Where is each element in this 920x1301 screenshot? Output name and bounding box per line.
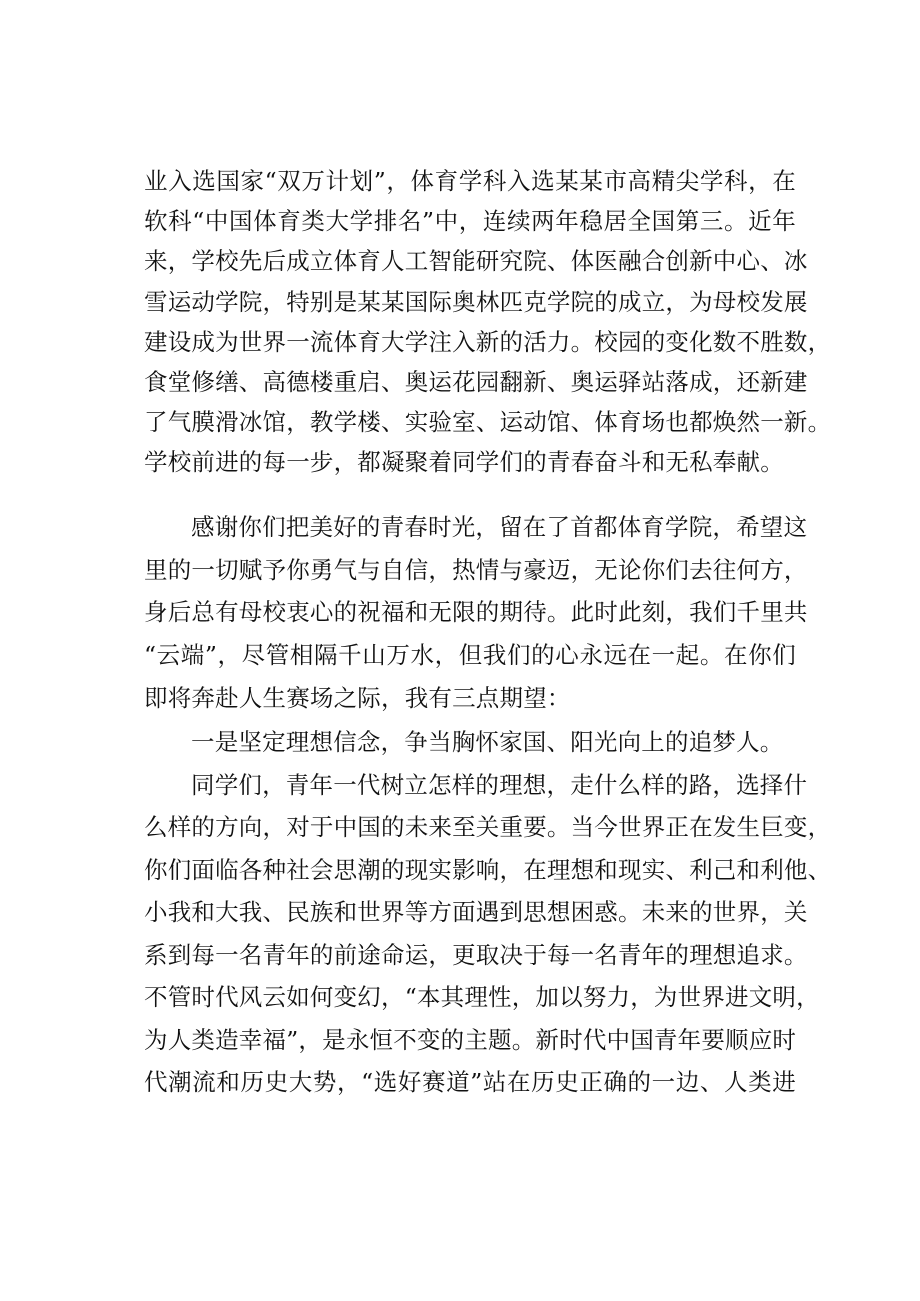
text-line: 雪运动学院，特别是某某国际奥林匹克学院的成立，为母校发展 <box>144 288 808 316</box>
text-line: 你们面临各种社会思潮的现实影响，在理想和现实、利己和利他、 <box>144 856 832 884</box>
text-line: “云端”，尽管相隔千山万水，但我们的心永远在一起。在你们 <box>144 641 796 669</box>
text-line: 系到每一名青年的前途命运，更取决于每一名青年的理想追求。 <box>144 941 808 969</box>
text-line: 建设成为世界一流体育大学注入新的活力。校园的变化数不胜数， <box>144 328 832 356</box>
text-line: 了气膜滑冰馆，教学楼、实验室、运动馆、体育场也都焕然一新。 <box>144 408 832 436</box>
text-line: 软科“中国体育类大学排名”中，连续两年稳居全国第三。近年 <box>144 207 796 235</box>
text-line: 代潮流和历史大势，“选好赛道”站在历史正确的一边、人类进 <box>144 1068 796 1096</box>
text-line: 么样的方向，对于中国的未来至关重要。当今世界正在发生巨变， <box>144 813 832 841</box>
paragraph-first-line: 同学们，青年一代树立怎样的理想，走什么样的路，选择什 <box>191 771 808 799</box>
text-line: 小我和大我、民族和世界等方面遇到思想困惑。未来的世界，关 <box>144 898 808 926</box>
text-line: 为人类造幸福”，是永恒不变的主题。新时代中国青年要顺应时 <box>144 1026 797 1054</box>
paragraph-first-line: 感谢你们把美好的青春时光，留在了首都体育学院，希望这 <box>191 513 808 541</box>
text-line: 即将奔赴人生赛场之际，我有三点期望： <box>144 684 571 712</box>
text-line: 里的一切赋予你勇气与自信，热情与豪迈，无论你们去往何方， <box>144 556 808 584</box>
text-line: 食堂修缮、高德楼重启、奥运花园翻新、奥运驿站落成，还新建 <box>144 368 808 396</box>
text-line: 学校前进的每一步，都凝聚着同学们的青春奋斗和无私奉献。 <box>144 448 784 476</box>
text-line: 业入选国家“双万计划”，体育学科入选某某市高精尖学科，在 <box>144 167 796 195</box>
section-heading: 一是坚定理想信念，争当胸怀家国、阳光向上的追梦人。 <box>191 728 784 756</box>
text-line: 来，学校先后成立体育人工智能研究院、体医融合创新中心、冰 <box>144 247 808 275</box>
text-line: 不管时代风云如何变幻，“本其理性，加以努力，为世界进文明， <box>144 983 820 1011</box>
text-line: 身后总有母校衷心的祝福和无限的期待。此时此刻，我们千里共 <box>144 598 808 626</box>
